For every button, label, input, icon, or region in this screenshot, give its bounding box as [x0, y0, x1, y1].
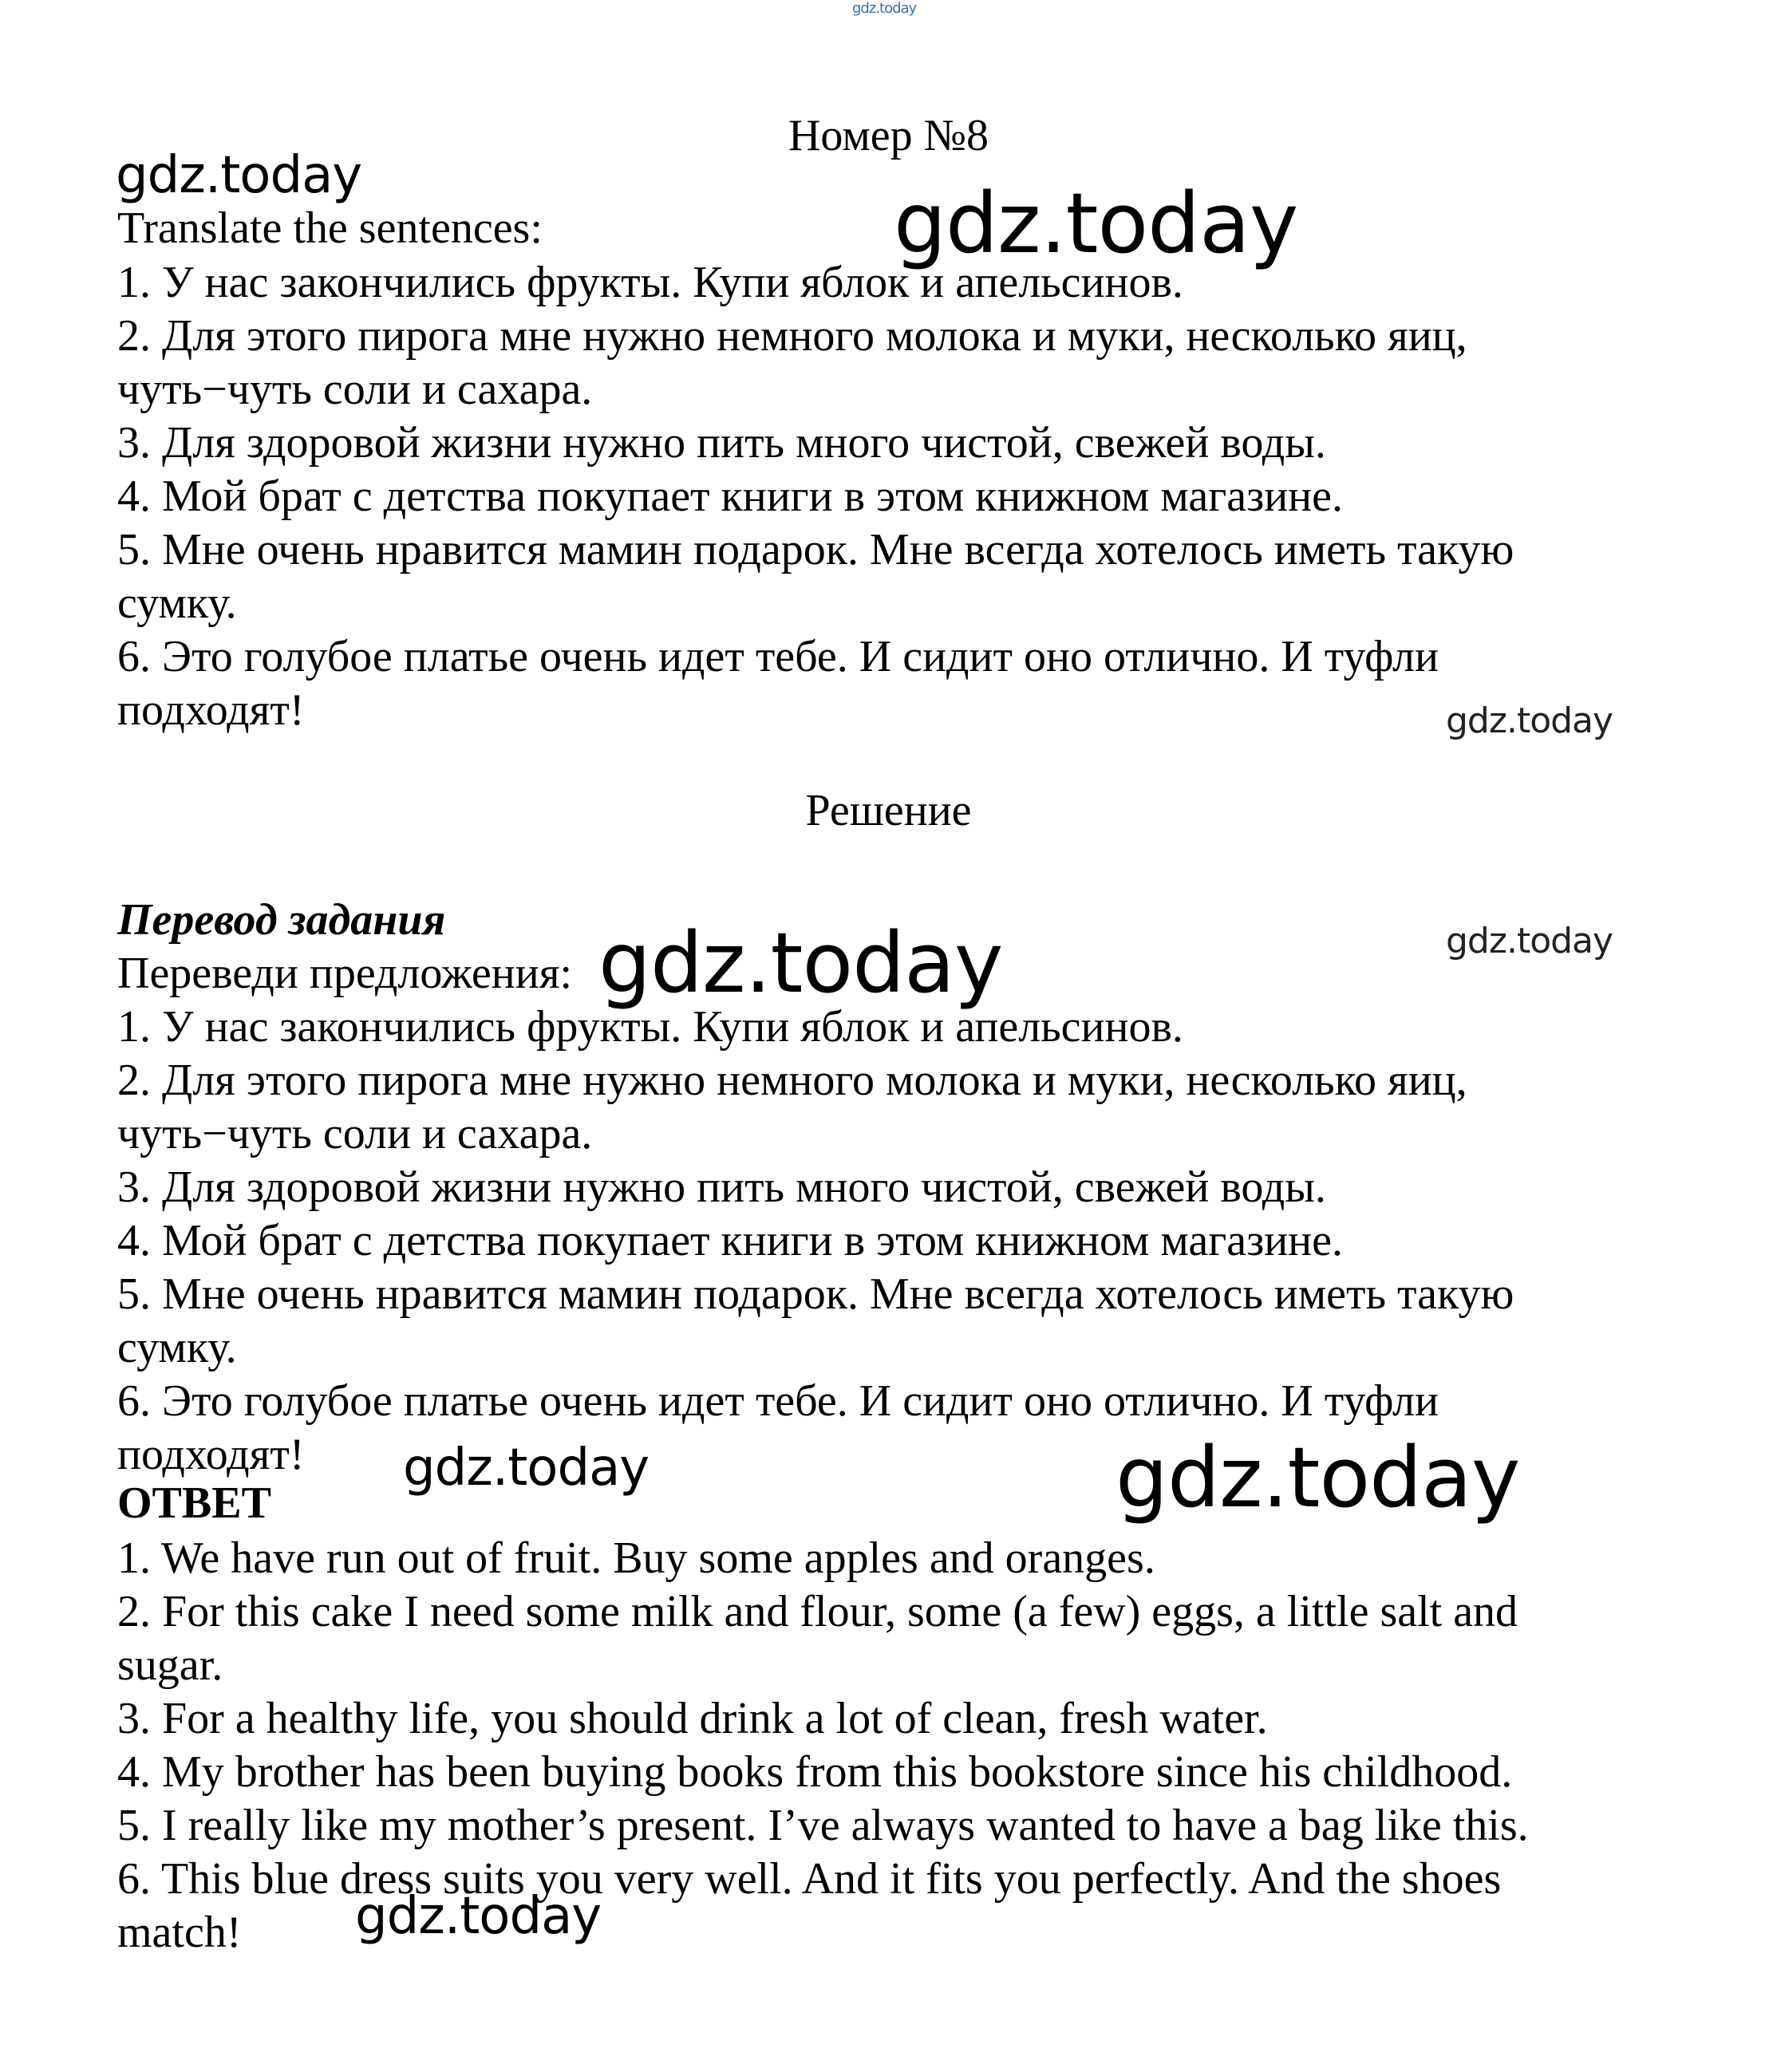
watermark: gdz.today: [1446, 921, 1613, 961]
answer-line: 4. My brother has been buying books from this bookstore since his childhood.: [117, 1747, 1513, 1797]
task-line: 3. Для здоровой жизни нужно пить много чистой, свежей воды.: [117, 418, 1326, 468]
task-instruction: Translate the sentences:: [117, 203, 543, 253]
task-line: 5. Мне очень нравится мамин подарок. Мне всегда хотелось иметь такую: [117, 525, 1514, 574]
translation-line: 6. Это голубое платье очень идет тебе. И сидит оно отлично. И туфли: [117, 1376, 1439, 1426]
solution-title: Решение: [805, 786, 972, 835]
task-line: подходят!: [117, 685, 305, 735]
answer-line: 1. We have run out of fruit. Buy some apples and oranges.: [117, 1533, 1155, 1583]
watermark: gdz.today: [1116, 1429, 1520, 1526]
watermark: gdz.today: [894, 175, 1298, 272]
watermark-top: gdz.today: [852, 0, 917, 17]
translation-line: 5. Мне очень нравится мамин подарок. Мне всегда хотелось иметь такую: [117, 1269, 1514, 1319]
watermark: gdz.today: [355, 1887, 602, 1946]
translation-line: чуть−чуть соли и сахара.: [117, 1109, 593, 1158]
translation-instruction: Переведи предложения:: [117, 949, 573, 998]
task-line: 2. Для этого пирога мне нужно немного молока и муки, несколько яиц,: [117, 311, 1467, 361]
translation-line: сумку.: [117, 1323, 237, 1372]
translation-line: подходят!: [117, 1430, 305, 1479]
translation-line: 1. У нас закончились фрукты. Купи яблок и апельсинов.: [117, 1002, 1183, 1052]
answer-line: match!: [117, 1908, 242, 1957]
task-line: чуть−чуть соли и сахара.: [117, 365, 593, 414]
watermark: gdz.today: [116, 146, 362, 205]
watermark: gdz.today: [598, 914, 1003, 1012]
answer-line: 6. This blue dress suits you very well. And it fits you perfectly. And the shoes: [117, 1854, 1502, 1904]
answer-line: 2. For this cake I need some milk and flour, some (a few) eggs, a little salt and: [117, 1587, 1518, 1636]
translation-line: 3. Для здоровой жизни нужно пить много чистой, свежей воды.: [117, 1162, 1326, 1212]
answer-line: 5. I really like my mother’s present. I’ve always wanted to have a bag like this.: [117, 1801, 1529, 1850]
translation-line: 2. Для этого пирога мне нужно немного молока и муки, несколько яиц,: [117, 1056, 1467, 1105]
translation-line: 4. Мой брат с детства покупает книги в этом книжном магазине.: [117, 1216, 1344, 1265]
translation-heading: Перевод задания: [117, 895, 446, 945]
answer-line: sugar.: [117, 1640, 223, 1690]
task-line: 6. Это голубое платье очень идет тебе. И сидит оно отлично. И туфли: [117, 632, 1439, 681]
task-line: 1. У нас закончились фрукты. Купи яблок и апельсинов.: [117, 258, 1183, 307]
task-line: сумку.: [117, 578, 237, 628]
answer-heading: ОТВЕТ: [117, 1478, 271, 1528]
answer-line: 3. For a healthy life, you should drink a lot of clean, fresh water.: [117, 1694, 1268, 1743]
task-title: Номер №8: [788, 111, 989, 160]
watermark: gdz.today: [403, 1439, 650, 1498]
watermark: gdz.today: [1446, 701, 1613, 741]
task-line: 4. Мой брат с детства покупает книги в этом книжном магазине.: [117, 472, 1344, 521]
